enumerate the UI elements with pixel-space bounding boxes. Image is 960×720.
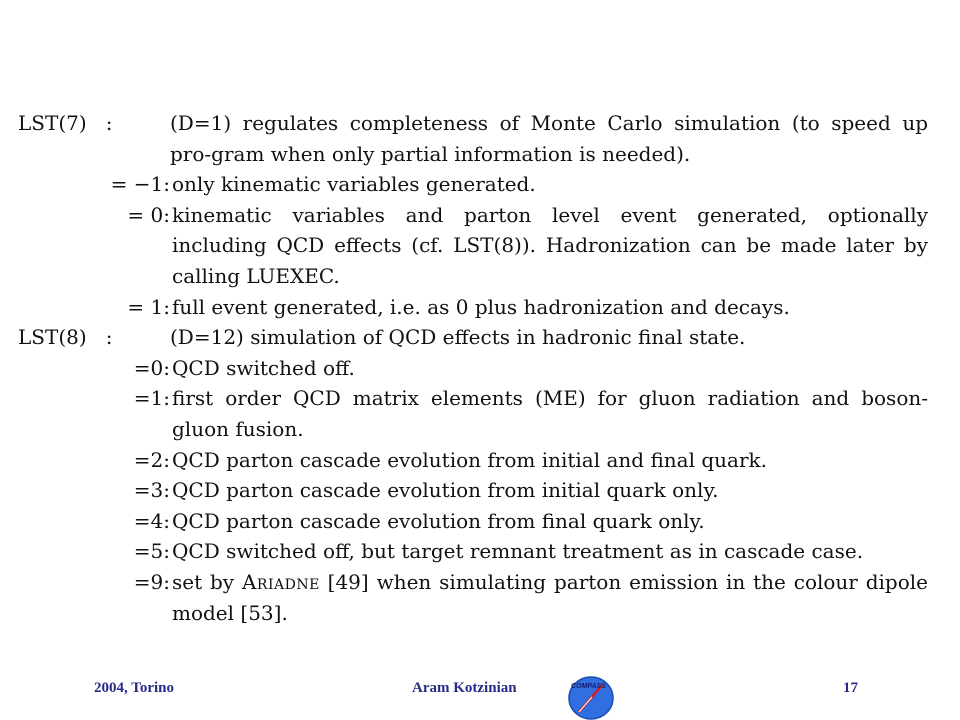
entry-description: (D=12) simulation of QCD effects in hadronic final state.: [170, 325, 746, 350]
footer-venue: 2004, Torino: [94, 680, 175, 696]
entry-lst7: [18, 108, 928, 169]
entry-description: only kinematic variables generated.: [172, 172, 536, 197]
entry-lst8-3: [18, 475, 928, 506]
page-number: 17: [843, 680, 858, 696]
entry-description: first order QCD matrix elements (ME) for gluon radiation and boson-gluon fusion.: [172, 386, 928, 441]
entry-key: =2:: [133, 447, 170, 472]
entry-lst7-1: [18, 292, 928, 323]
entry-lst8-9: [18, 567, 928, 628]
entry-description: kinematic variables and parton level event generated, optionally including QCD effects (cf. LST(8)). Hadronization can be made later by calling LUEXEC.: [172, 202, 928, 288]
entry-key: = 0:: [127, 202, 170, 227]
entry-key: =4:: [133, 508, 170, 533]
entry-key: =3:: [133, 478, 170, 503]
entry-description: QCD switched off.: [172, 355, 355, 380]
entry-description: QCD parton cascade evolution from initial quark only.: [172, 478, 719, 503]
entry-lst8-0: [18, 353, 928, 384]
entry-key: = −1:: [110, 172, 170, 197]
entry-lst7-minus1: [18, 169, 928, 200]
entry-key: LST(8) :: [18, 325, 113, 350]
entry-description: QCD parton cascade evolution from final quark only.: [172, 508, 705, 533]
entry-lst8-5: [18, 536, 928, 567]
lst-parameter-list: [18, 108, 928, 628]
entry-key: = 1:: [127, 294, 170, 319]
entry-description: full event generated, i.e. as 0 plus hadronization and decays.: [172, 294, 790, 319]
entry-lst8-4: [18, 506, 928, 537]
compass-logo: [565, 674, 617, 720]
ariadne-program-name: Ariadne: [241, 569, 320, 594]
entry-description: QCD parton cascade evolution from initial and final quark.: [172, 447, 767, 472]
entry-lst7-0: [18, 200, 928, 292]
entry-key: LST(7) :: [18, 111, 113, 135]
entry-lst8: [18, 322, 928, 353]
entry-description: (D=1) regulates completeness of Monte Carlo simulation (to speed up pro-gram when only partial information is needed).: [170, 111, 928, 166]
entry-description: set by Ariadne [49] when simulating parton emission in the colour dipole model [53].: [172, 569, 928, 625]
entry-lst8-1: [18, 383, 928, 444]
logo-text: COMPASS: [571, 683, 606, 690]
entry-key: =0:: [133, 355, 170, 380]
entry-description: QCD switched off, but target remnant treatment as in cascade case.: [172, 539, 864, 564]
entry-key: =9:: [133, 569, 170, 594]
slide-footer: [0, 678, 960, 720]
footer-author: Aram Kotzinian: [412, 680, 517, 696]
entry-lst8-2: [18, 445, 928, 476]
entry-key: =1:: [133, 386, 170, 411]
entry-key: =5:: [133, 539, 170, 564]
